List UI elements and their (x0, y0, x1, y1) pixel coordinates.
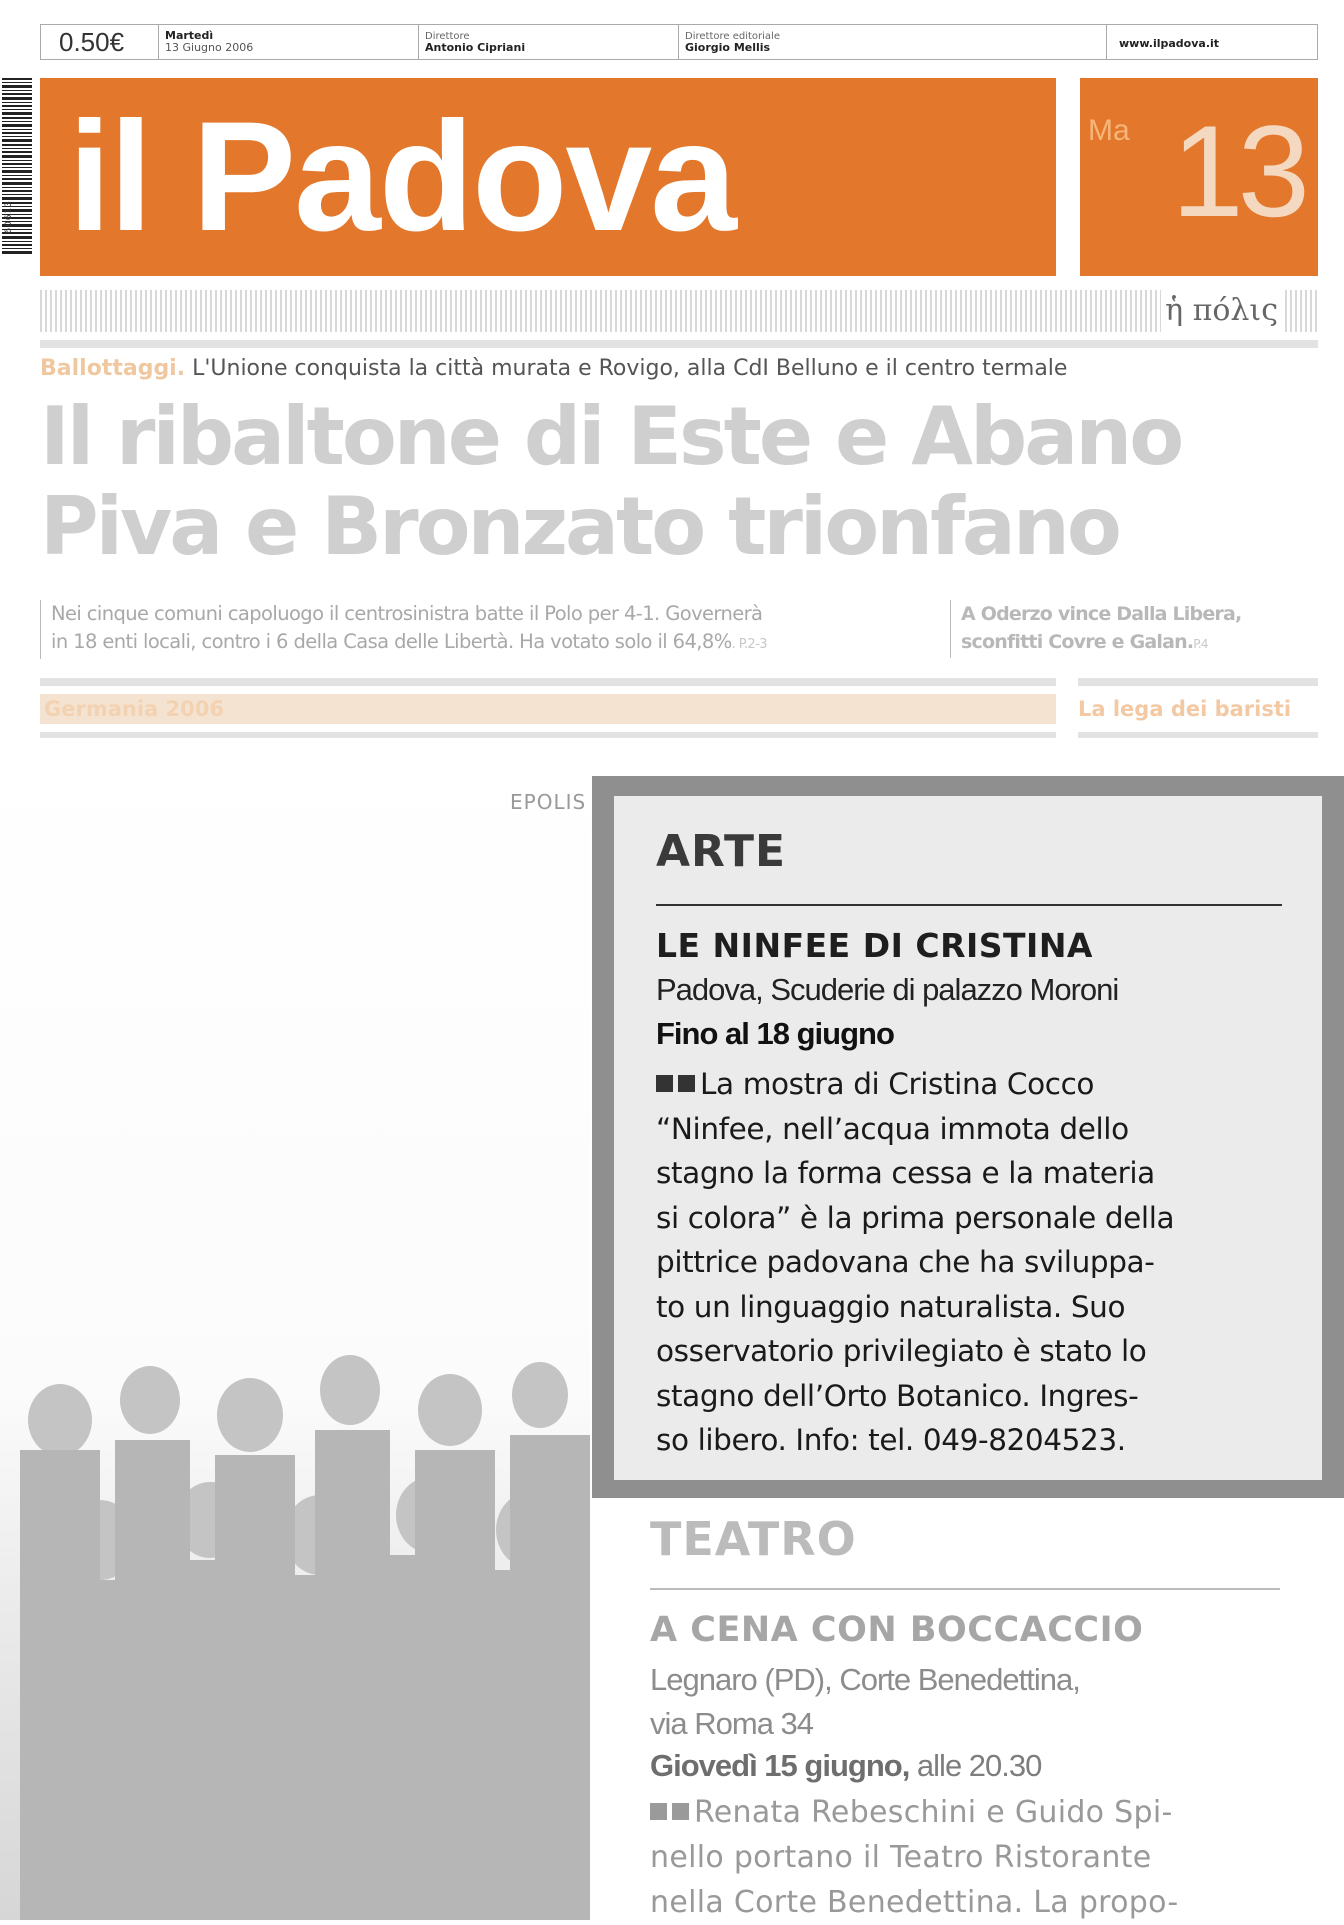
divider (40, 732, 1056, 738)
teatro-rule (650, 1588, 1280, 1590)
arte-body (656, 1062, 1296, 1463)
arte-body-line: “Ninfee, nell’acqua immota dello (656, 1111, 1129, 1146)
divider (1078, 678, 1318, 686)
website-link[interactable]: www.ilpadova.it (1119, 37, 1220, 50)
teatro-date (650, 1748, 1300, 1784)
headline-line-1: Il ribaltone di Este e Abano (40, 390, 1182, 483)
arte-body-line: osservatorio privilegiato è stato lo (656, 1334, 1147, 1368)
barcode-digits: 60613 (4, 200, 14, 234)
side-story (950, 600, 1341, 658)
divider (40, 340, 1318, 348)
teatro-venue-line-1: Legnaro (PD), Corte Benedettina, (650, 1662, 1080, 1697)
teatro-venue-line-2: via Roma 34 (650, 1706, 814, 1741)
arte-section-heading: ARTE (656, 826, 787, 877)
section-baristi-label: La lega dei baristi (1078, 697, 1292, 721)
section-bar-baristi (1078, 694, 1318, 724)
kicker-label: Ballottaggi. (40, 356, 186, 381)
lead-line-1: Nei cinque comuni capoluogo il centrosinistra batte il Polo per 4-1. Governerà (51, 602, 763, 625)
arte-body-line: stagno dell’Orto Botanico. Ingres- (656, 1378, 1139, 1413)
teatro-body (650, 1790, 1300, 1925)
date-box (1080, 78, 1318, 276)
day-number: 13 (1171, 98, 1304, 244)
arte-body-line: to un linguaggio naturalista. Suo (656, 1289, 1126, 1324)
day-abbreviation: Ma (1088, 114, 1130, 147)
lead-page-ref: . P.2-3 (731, 637, 767, 652)
director-label: Direttore (425, 31, 470, 42)
barcode (2, 78, 32, 268)
inner-masthead-fragment: EPOLIS (510, 790, 587, 814)
teatro-date-time: alle 20.30 (909, 1748, 1042, 1783)
issue-date-text: 13 Giugno 2006 (165, 41, 254, 54)
arte-body-line: La mostra di Cristina Cocco (656, 1062, 1296, 1107)
newspaper-title: il Padova (68, 90, 735, 264)
issue-weekday: Martedì (165, 29, 214, 42)
motto-bar (40, 290, 1318, 332)
divider (1078, 732, 1318, 738)
teatro-venue (650, 1658, 1300, 1746)
side-line-2: sconfitti Covre e Galan. (961, 631, 1194, 653)
arte-body-line: stagno la forma cessa e la materia (656, 1156, 1155, 1190)
teatro-body-line: Renata Rebeschini e Guido Spi- (650, 1790, 1300, 1835)
barcode-icon (2, 78, 32, 268)
lead-paragraph (40, 600, 951, 659)
editorial-director-name: Giorgio Mellis (685, 41, 771, 54)
main-headline (40, 392, 1330, 572)
side-page-ref: P.4 (1193, 637, 1208, 651)
bullet-square-icon (650, 1803, 667, 1820)
arte-body-line: so libero. Info: tel. 049-8204523. (656, 1423, 1126, 1457)
side-line-2-wrap (961, 628, 1341, 658)
website-cell (1106, 25, 1318, 59)
teatro-body-line: nella Corte Benedettina. La propo- (650, 1885, 1179, 1920)
director-credit (418, 25, 678, 59)
headline-line-2: Piva e Bronzato trionfano (40, 480, 1119, 573)
lead-line-2-wrap (51, 628, 951, 659)
kicker-text: L'Unione conquista la città murata e Rovigo, alla CdI Belluno e il centro termale (192, 356, 1068, 381)
bullet-square-icon (672, 1803, 689, 1820)
headline-kicker (40, 356, 1320, 381)
issue-date (158, 25, 418, 59)
newspaper-masthead (40, 78, 1056, 276)
crowd-photo (0, 750, 590, 1920)
editorial-director-label: Direttore editoriale (685, 31, 780, 42)
arte-rule (656, 904, 1282, 906)
arte-body-line: pittrice padovana che ha sviluppa- (656, 1245, 1155, 1279)
arte-dates: Fino al 18 giugno (656, 1016, 894, 1051)
arte-venue: Padova, Scuderie di palazzo Moroni (656, 972, 1119, 1007)
section-germania-label: Germania 2006 (44, 697, 224, 721)
price-label: 0.50€ (40, 25, 158, 59)
director-name: Antonio Cipriani (425, 41, 526, 54)
teatro-body-line: nello portano il Teatro Ristorante (650, 1840, 1152, 1875)
lead-line-2: in 18 enti locali, contro i 6 della Casa delle Libertà. Ha votato solo il 64,8% (51, 630, 732, 653)
teatro-title: A CENA CON BOCCACCIO (650, 1610, 1144, 1650)
divider (40, 678, 1056, 686)
arte-title: LE NINFEE DI CRISTINA (656, 926, 1093, 965)
side-line-1: A Oderzo vince Dalla Libera, (961, 603, 1242, 625)
bullet-square-icon (656, 1075, 673, 1092)
masthead-info-strip (40, 24, 1318, 60)
arte-body-line: si colora” è la prima personale della (656, 1200, 1175, 1235)
crowd-silhouettes-icon (0, 750, 590, 1920)
motto-text: ἡ πόλις (1161, 290, 1282, 332)
editorial-director-credit (678, 25, 1106, 59)
bullet-square-icon (678, 1075, 695, 1092)
section-bar-germania (40, 694, 1056, 724)
teatro-section-heading: TEATRO (650, 1512, 857, 1566)
teatro-date-day: Giovedì 15 giugno, (650, 1748, 910, 1783)
